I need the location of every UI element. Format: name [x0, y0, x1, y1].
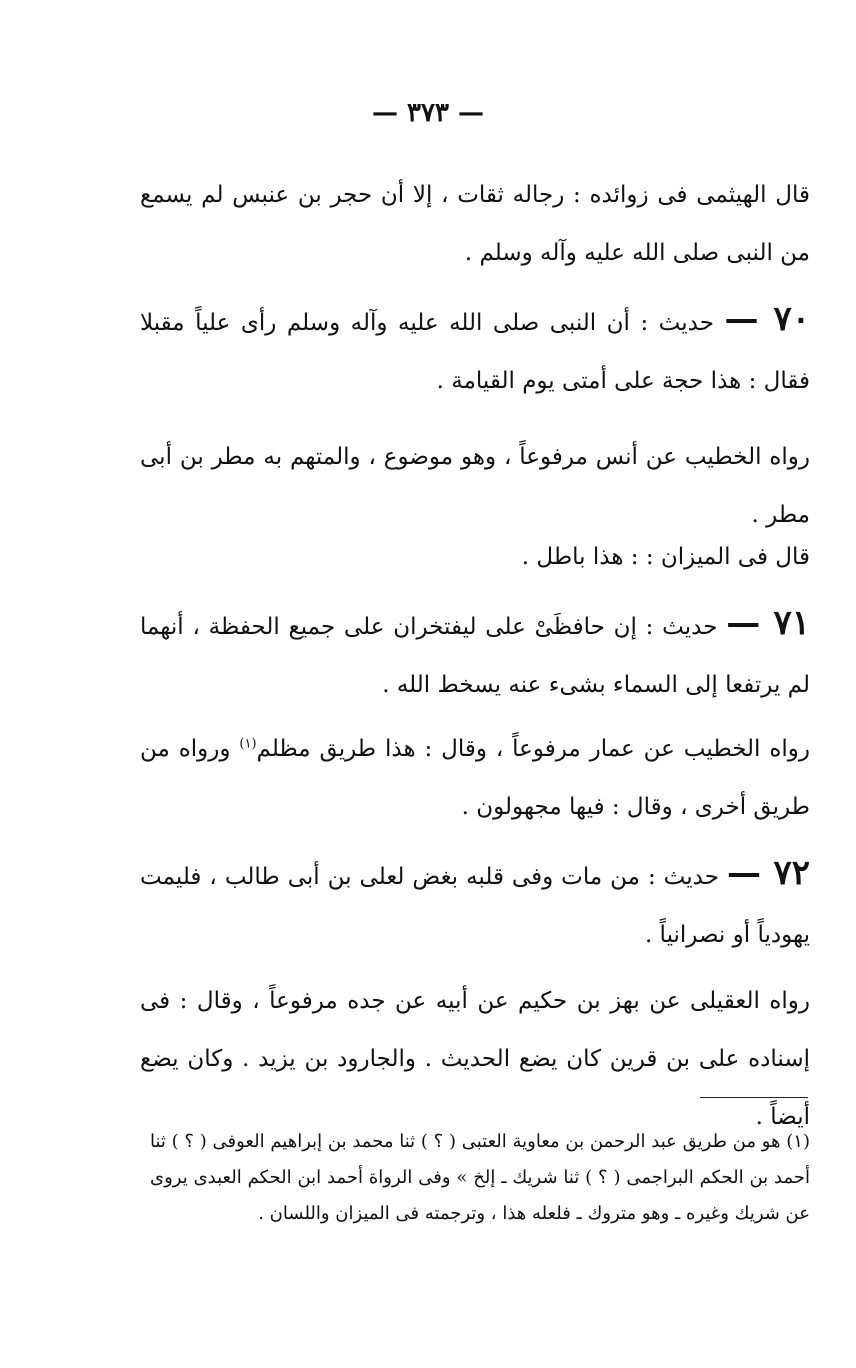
paragraph-mizan: قال فى الميزان : : هذا باطل .: [521, 544, 810, 570]
hadith-71: [140, 594, 810, 714]
paragraph-text: رواه الخطيب عن عمار مرفوعاً ، وقال : هذا طريق مظلم: [256, 736, 810, 762]
hadith-text: حديث : إن حافظَىْ على ليفتخران على جميع الحفظة ، أنهما لم يرتفعا إلى السماء بشىء عنه يسخط الله .: [140, 614, 810, 698]
paragraph-uqayli: رواه العقيلى عن بهز بن حكيم عن أبيه عن جده مرفوعاً ، وقال : فى إسناده على بن قرين كان يضع الحديث . والجارود بن يزيد . وكان يضع أيضاً .: [140, 988, 810, 1130]
hadith-text: حديث : أن النبى صلى الله عليه وآله وسلم رأى علياً مقبلا فقال : هذا حجة على أمتى يوم القيامة .: [140, 310, 810, 394]
footnote-divider: [700, 1097, 808, 1098]
footnote-marker: (١): [239, 736, 257, 752]
footnote: (١) هو من طريق عبد الرحمن بن معاوية العتبى ( ؟ ) ثنا محمد بن إبراهيم العوفى ( ؟ ) ثنا أحمد بن الحكم البراجمى ( ؟ ) ثنا شريك ـ إلخ » وفى الرواة أحمد ابن الحكم العبدى يروى عن شريك وغيره ـ وهو متروك ـ فلعله هذا ، وترجمته فى الميزان واللسان .: [150, 1131, 810, 1224]
hadith-72: [140, 844, 810, 964]
page-number: — ٣٧٣ —: [371, 98, 485, 128]
paragraph-haythami: قال الهيثمى فى زوائده : رجاله ثقات ، إلا أن حجر بن عنبس لم يسمع من النبى صلى الله عليه وآله وسلم .: [140, 182, 810, 266]
hadith-70: [140, 290, 810, 410]
hadith-number: ٧٠ —: [724, 299, 811, 339]
hadith-text: حديث : من مات وفى قلبه بغض لعلى بن أبى طالب ، فليمت يهودياً أو نصرانياً .: [140, 864, 810, 948]
paragraph-khatib-ammar: [140, 720, 810, 836]
paragraph-text: ورواه من طريق أخرى ، وقال : فيها مجهولون .: [140, 736, 810, 820]
hadith-number: ٧١ —: [726, 603, 811, 643]
hadith-number: ٧٢ —: [726, 853, 810, 893]
paragraph-khatib-anas: رواه الخطيب عن أنس مرفوعاً ، وهو موضوع ، والمتهم به مطر بن أبى مطر .: [140, 444, 810, 528]
